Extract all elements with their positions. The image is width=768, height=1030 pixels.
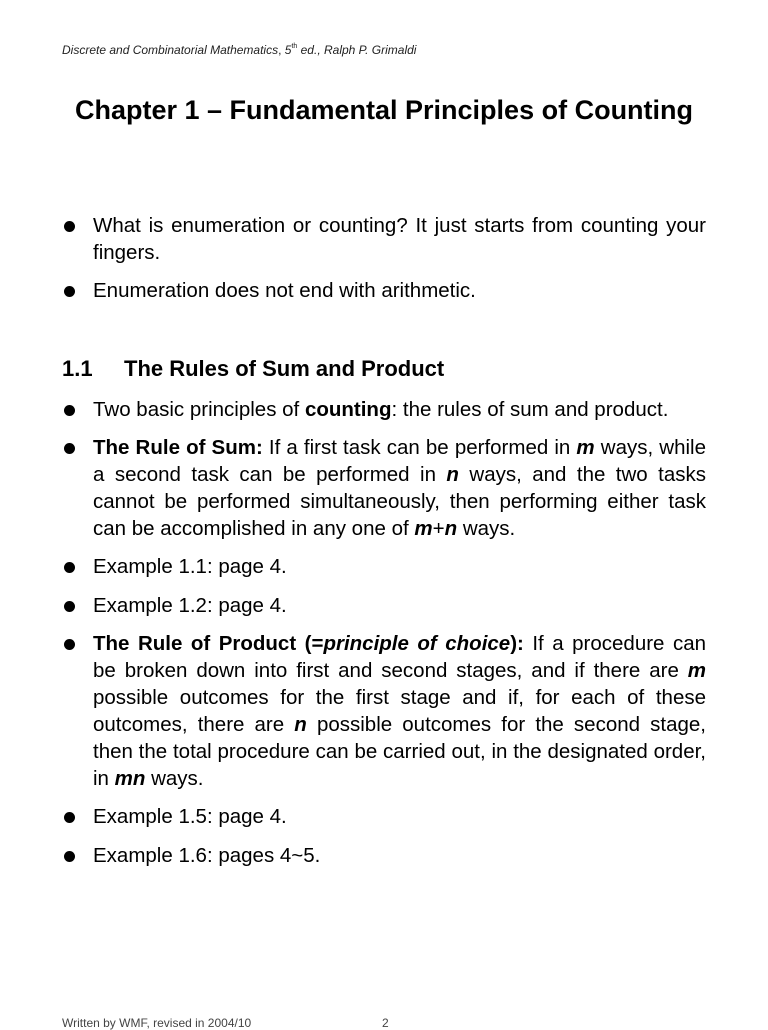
section-bullet-list [62,396,706,869]
list-item [62,396,706,423]
section-heading [62,354,444,384]
variable-m: m [687,659,706,682]
bullet-text: What is enumeration or counting? It just starts from counting your fingers. [93,214,706,264]
variable-n: n [446,463,459,486]
rule-of-sum-label: The Rule of Sum: [93,436,263,459]
list-item [62,434,706,542]
bullet-text: : the rules of sum and product. [391,398,669,421]
intro-bullet-list [62,212,706,304]
bullet-icon [64,639,75,650]
example-text: Example 1.1: page 4. [93,555,287,578]
list-item [62,553,706,580]
section-number: 1.1 [62,356,93,381]
bullet-icon [64,221,75,232]
edition-number: 5 [284,43,292,57]
list-item [62,803,706,830]
rule-of-product-label: The Rule of Product (= [93,632,324,655]
list-item [62,592,706,619]
bullet-text: possible outcomes for the second stage, then the total procedure can be carried out, in the designated order, in [93,713,707,790]
plus-sign: + [432,517,445,540]
author-name: Ralph P. Grimaldi [323,43,417,57]
page-footer: Written by WMF, revised in 2004/10 [62,1016,252,1030]
rule-of-product-label-end: ): [510,632,524,655]
list-item [62,842,706,869]
edition-rest: ed., [297,43,324,57]
variable-n: n [444,517,458,540]
variable-m: m [576,436,595,459]
variable-mn: mn [114,767,146,790]
chapter-title: Chapter 1 – Fundamental Principles of Counting [74,95,694,125]
running-header [62,43,416,57]
example-text: Example 1.2: page 4. [93,594,287,617]
bullet-icon [64,443,75,454]
bullet-text: ways. [457,517,516,540]
bullet-icon [64,286,75,297]
book-title: Discrete and Combinatorial Mathematics [62,43,279,57]
bullet-text: ways, and the two tasks cannot be performed simultaneously, then performing either task can be accomplished in any one of [93,463,706,540]
header-separator: , [278,43,285,57]
edition-superscript: th [291,43,298,50]
page-number: 2 [382,1016,389,1030]
section-title: The Rules of Sum and Product [124,356,445,381]
bullet-icon [64,812,75,823]
bullet-text: ways, while a second task can be performed in [93,436,706,486]
bullet-text: ways. [145,767,204,790]
variable-n: n [294,713,307,736]
variable-m: m [414,517,433,540]
list-item [62,212,706,266]
bullet-icon [64,562,75,573]
example-text: Example 1.5: page 4. [93,805,287,828]
list-item [62,630,706,792]
bold-term: counting [304,398,392,421]
bullet-text: Two basic principles of [93,398,305,421]
bullet-text: Enumeration does not end with arithmetic. [93,279,476,302]
bullet-icon [64,601,75,612]
bullet-text: If a first task can be performed in [262,436,577,459]
bullet-icon [64,851,75,862]
list-item [62,277,706,304]
bullet-icon [64,405,75,416]
bullet-text: possible outcomes for the first stage and if, for each of these outcomes, there are [93,686,706,736]
principle-of-choice: principle of choice [323,632,511,655]
bullet-text: If a procedure can be broken down into first and second stages, and if there are [93,632,707,682]
example-text: Example 1.6: pages 4~5. [93,844,321,867]
